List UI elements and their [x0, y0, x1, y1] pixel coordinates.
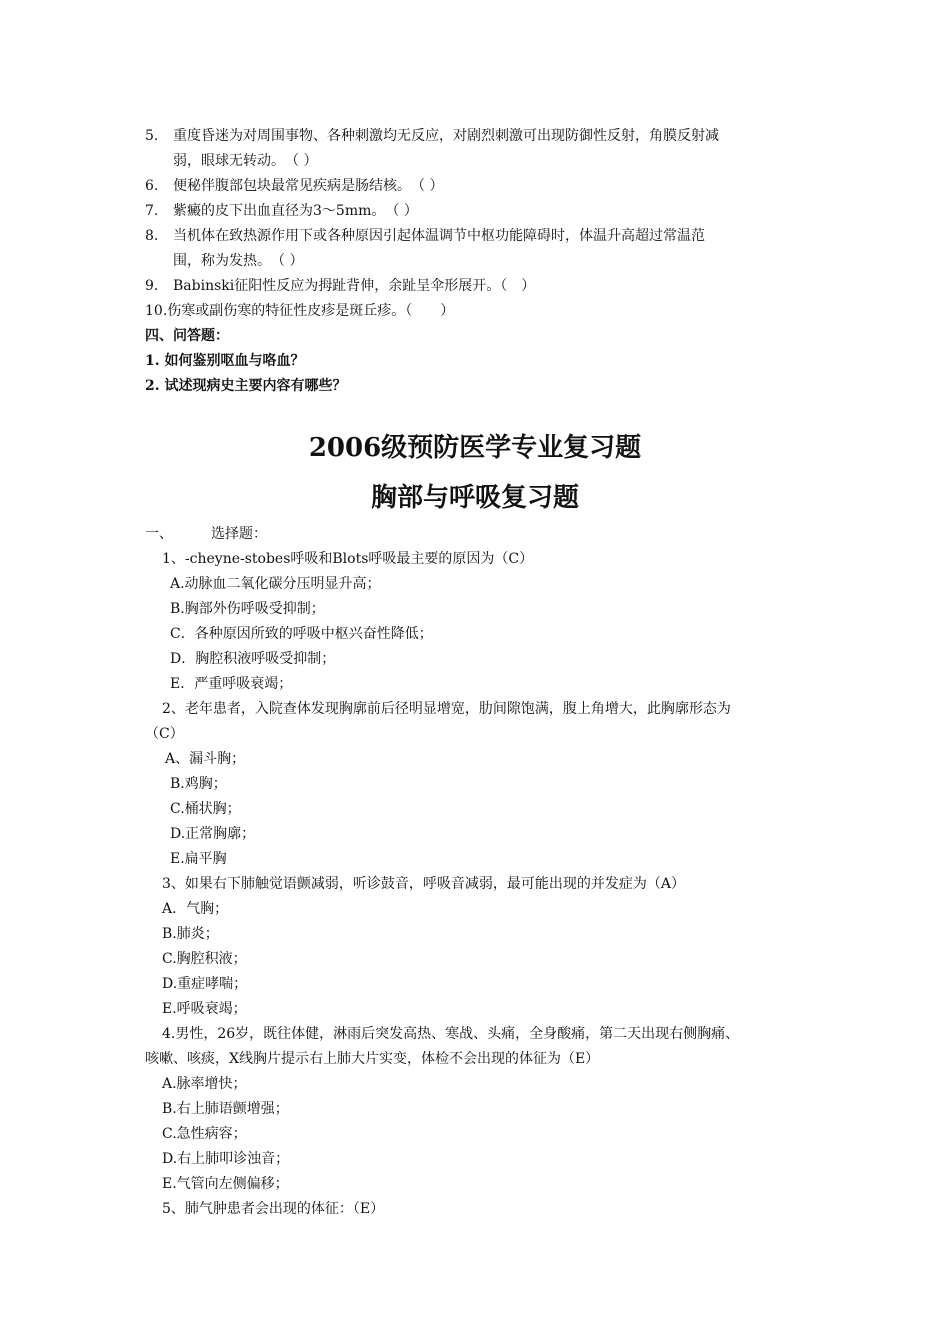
question-1-stem: 1、-cheyne-stobes呼吸和Blots呼吸最主要的原因为（C） — [162, 551, 534, 567]
tf-item-10 — [145, 301, 810, 321]
section-number: 一、 — [145, 526, 173, 542]
question-1-option-b: B.胸部外伤呼吸受抑制； — [170, 601, 325, 617]
question-2-option-d: D.正常胸廓； — [170, 826, 256, 842]
question-2-stem-continuation: （C） — [145, 726, 184, 742]
tf-item-text: 当机体在致热源作用下或各种原因引起体温调节中枢功能障碍时，体温升高超过常温范 — [173, 228, 705, 244]
question-2-option-b: B.鸡胸； — [170, 776, 227, 792]
question-2-stem: 2、老年患者，入院查体发现胸廓前后径明显增宽，肋间隙饱满，腹上角增大，此胸廓形态为 — [162, 701, 731, 717]
question-1-option-a: A.动脉血二氧化碳分压明显升高； — [170, 576, 381, 592]
question-4-option-b: B.右上肺语颤增强； — [162, 1101, 289, 1117]
tf-item-text: 便秘伴腹部包块最常见疾病是肠结核。 （ ） — [173, 178, 444, 194]
tf-item-6 — [145, 176, 810, 196]
tf-item-text: 伤寒或副伤寒的特征性皮疹是斑丘疹。（ ） — [167, 303, 455, 319]
question-5-stem: 5、肺气肿患者会出现的体征：（E） — [162, 1201, 385, 1217]
tf-item-number: 5. — [145, 128, 159, 144]
question-4-option-c: C.急性病容； — [162, 1126, 247, 1142]
tf-item-7 — [145, 201, 810, 221]
tf-item-number: 6. — [145, 178, 159, 194]
tf-item-9 — [145, 276, 810, 296]
question-2-option-e: E.扁平胸 — [170, 851, 227, 867]
tf-item-number: 7. — [145, 203, 159, 219]
tf-item-5-continuation: 弱，眼球无转动。 （ ） — [173, 153, 318, 169]
question-4-option-d: D.右上肺叩诊浊音； — [162, 1151, 290, 1167]
tf-item-text: 紫癜的皮下出血直径为3～5mm。 （ ） — [173, 203, 418, 219]
tf-item-text: Babinski征阳性反应为拇趾背伸，余趾呈伞形展开。（ ） — [173, 278, 536, 294]
question-4-stem-continuation: 咳嗽、咳痰，X线胸片提示右上肺大片实变，体检不会出现的体征为（E） — [145, 1051, 600, 1067]
question-1-option-d: D．胸腔积液呼吸受抑制； — [170, 651, 336, 667]
tf-item-5 — [145, 126, 810, 146]
tf-item-number: 9. — [145, 278, 159, 294]
section-label: 选择题： — [211, 526, 267, 542]
qa-question-1: 1. 如何鉴别呕血与咯血？ — [145, 353, 305, 369]
question-3-option-d: D.重症哮喘； — [162, 976, 248, 992]
question-1-option-c: C．各种原因所致的呼吸中枢兴奋性降低； — [170, 626, 433, 642]
question-1-option-e: E．严重呼吸衰竭； — [170, 676, 293, 692]
question-3-option-b: B.肺炎； — [162, 926, 219, 942]
question-3-stem: 3、如果右下肺触觉语颤减弱，听诊鼓音，呼吸音减弱，最可能出现的并发症为（A） — [162, 876, 686, 892]
tf-item-8 — [145, 226, 810, 246]
question-2-option-c: C.桶状胸； — [170, 801, 241, 817]
question-4-option-a: A.脉率增快； — [162, 1076, 247, 1092]
section-heading-choice — [145, 524, 810, 544]
tf-item-number: 8. — [145, 228, 159, 244]
section-heading-qa: 四、问答题： — [145, 328, 229, 344]
qa-question-2: 2. 试述现病史主要内容有哪些？ — [145, 378, 347, 394]
tf-item-8-continuation: 围，称为发热。 （ ） — [173, 253, 304, 269]
document-subtitle: 胸部与呼吸复习题 — [370, 483, 579, 513]
document-title: 2006级预防医学专业复习题 — [308, 433, 642, 463]
question-4-stem: 4.男性，26岁，既往体健，淋雨后突发高热、寒战、头痛，全身酸痛，第二天出现右侧胸痛、 — [162, 1026, 740, 1042]
question-3-option-a: A．气胸； — [162, 901, 229, 917]
question-2-option-a: A、漏斗胸； — [165, 751, 246, 767]
question-3-option-c: C.胸腔积液； — [162, 951, 247, 967]
tf-item-number: 10. — [145, 303, 168, 319]
question-4-option-e: E.气管向左侧偏移； — [162, 1176, 289, 1192]
tf-item-text: 重度昏迷为对周围事物、各种刺激均无反应，对剧烈刺激可出现防御性反射，角膜反射减 — [173, 128, 719, 144]
question-3-option-e: E.呼吸衰竭； — [162, 1001, 247, 1017]
